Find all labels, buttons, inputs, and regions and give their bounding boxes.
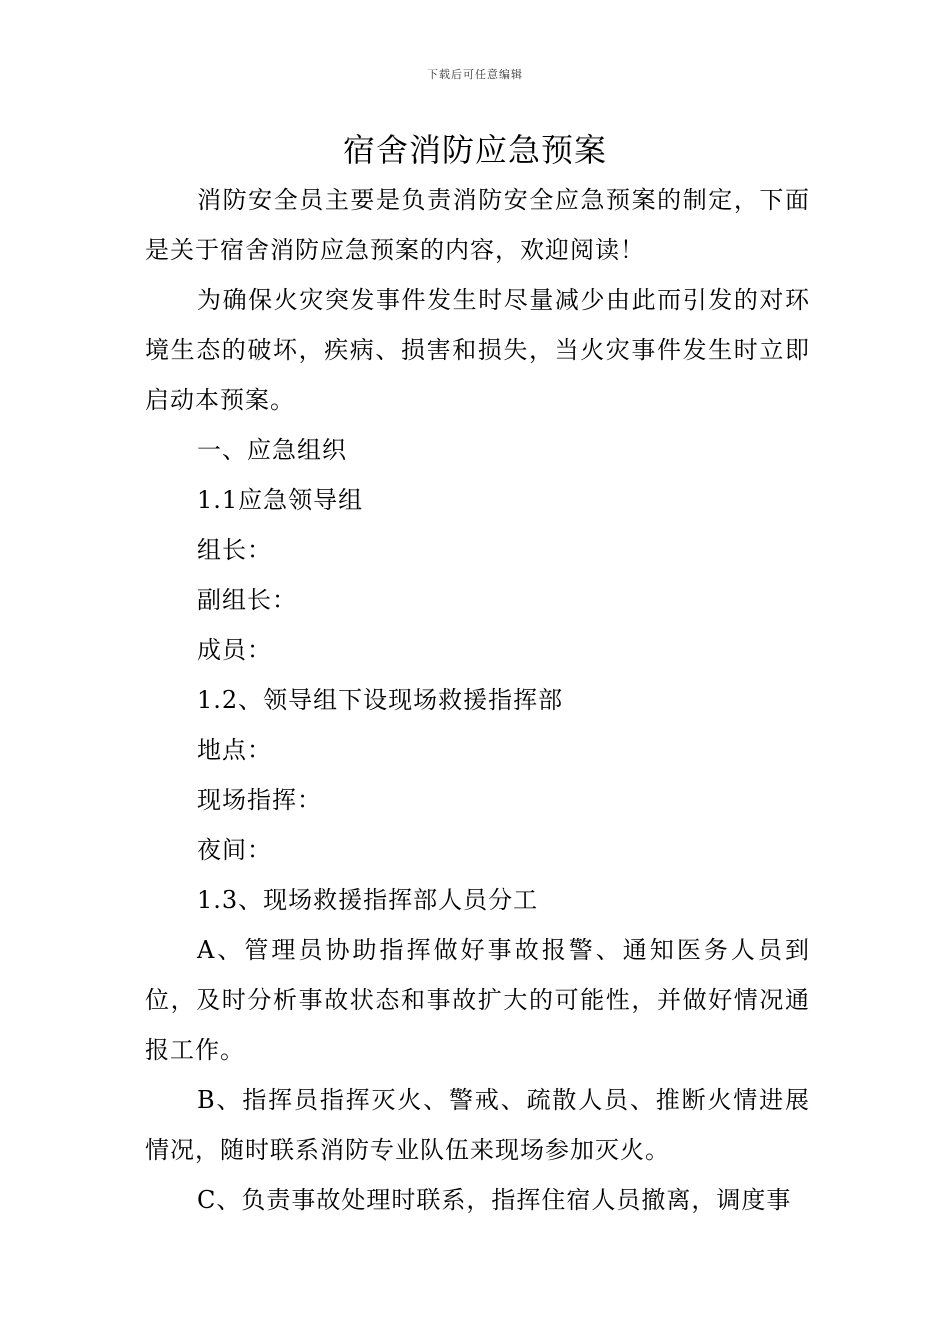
subsection-heading-leadership-group: 1.1应急领导组 xyxy=(197,486,364,514)
paragraph-duty-c: C、负责事故处理时联系，指挥住宿人员撤离，调度事 xyxy=(197,1186,792,1214)
field-members: 成员： xyxy=(197,636,272,664)
paragraph-duty-b: B、指挥员指挥灭火、警戒、疏散人员、推断火情进展情况，随时联系消防专业队伍来现场参加灭火。 xyxy=(145,1086,810,1164)
document-title: 宿舍消防应急预案 xyxy=(342,131,607,169)
section-heading-emergency-organization: 一、应急组织 xyxy=(197,436,347,464)
subsection-heading-division-of-labor: 1.3、现场救援指挥部人员分工 xyxy=(197,886,539,914)
paragraph-intro: 消防安全员主要是负责消防安全应急预案的制定，下面是关于宿舍消防应急预案的内容，欢迎阅读！ xyxy=(145,186,810,264)
paragraph-duty-a: A、管理员协助指挥做好事故报警、通知医务人员到位，及时分析事故状态和事故扩大的可能性，并做好情况通报工作。 xyxy=(145,936,810,1064)
field-group-leader: 组长： xyxy=(197,536,272,564)
document-body xyxy=(145,175,810,1225)
field-location: 地点： xyxy=(197,736,272,764)
field-deputy-leader: 副组长： xyxy=(197,586,297,614)
field-onsite-commander: 现场指挥： xyxy=(197,786,322,814)
subsection-heading-rescue-command: 1.2、领导组下设现场救援指挥部 xyxy=(197,686,564,714)
paragraph-purpose: 为确保火灾突发事件发生时尽量减少由此而引发的对环境生态的破坏，疾病、损害和损失，当火灾事件发生时立即启动本预案。 xyxy=(145,286,810,414)
page-header-note: 下载后可任意编辑 xyxy=(427,68,523,81)
field-night: 夜间： xyxy=(197,836,272,864)
